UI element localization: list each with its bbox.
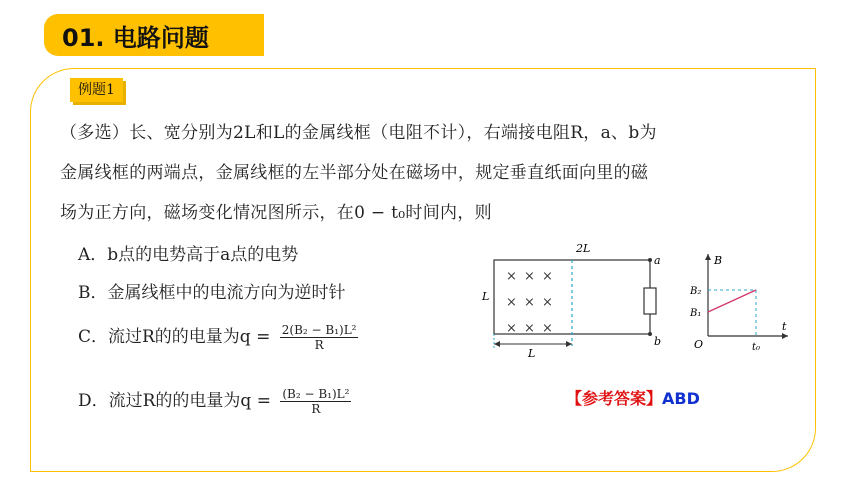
question-line-3: 场为正方向，磁场变化情况图所示，在0 − t₀时间内，则 (60, 203, 492, 223)
option-d-numerator: (B₂ − B₁)L² (282, 387, 350, 401)
circuit-top-label: 2L (576, 242, 591, 255)
option-c-denominator: R (314, 338, 324, 352)
circuit-left-label: L (482, 290, 490, 303)
answer-label: 【参考答案】 (566, 389, 663, 408)
question-line-2: 金属线框的两端点，金属线框的左半部分处在磁场中，规定垂直纸面向里的磁 (60, 163, 649, 183)
option-b: B．金属线框中的电流方向为逆时针 (78, 283, 346, 303)
field-mark: × (506, 295, 517, 310)
field-mark: × (524, 269, 535, 284)
circuit-figure (478, 240, 678, 360)
graph-b1-label: B₁ (690, 308, 702, 319)
option-c-prefix: C．流过R的的电量为q = (78, 327, 271, 347)
field-mark: × (524, 295, 535, 310)
option-c-numerator: 2(B₂ − B₁)L² (281, 323, 357, 337)
field-mark: × (542, 321, 553, 336)
page-title: 01. 电路问题 (62, 24, 209, 52)
point-a-dot (648, 258, 652, 262)
y-axis-arrow (705, 254, 711, 260)
resistor-symbol (644, 288, 656, 314)
b-t-line (708, 290, 756, 312)
point-a-label: a (654, 254, 661, 267)
graph-t0-label: t₀ (752, 342, 761, 353)
x-axis-arrow (782, 333, 788, 339)
magnetic-field-marks (506, 269, 553, 336)
field-mark: × (506, 321, 517, 336)
graph-origin-label: O (694, 338, 704, 351)
circuit-bottom-label: L (528, 347, 536, 360)
field-mark: × (506, 269, 517, 284)
field-mark: × (542, 269, 553, 284)
point-b-label: b (654, 335, 662, 348)
option-d (78, 386, 351, 416)
answer-value: ABD (662, 389, 700, 408)
option-c (78, 322, 358, 352)
field-mark: × (524, 321, 535, 336)
point-b-dot (648, 332, 652, 336)
graph-x-label: t (782, 320, 787, 333)
option-d-prefix: D．流过R的的电量为q = (78, 391, 271, 411)
option-d-fraction (280, 387, 351, 416)
option-d-denominator: R (311, 402, 321, 416)
graph-b2-label: B₂ (690, 286, 702, 297)
option-a: A．b点的电势高于a点的电势 (78, 245, 299, 265)
graph-y-label: B (714, 254, 723, 267)
answer (566, 386, 700, 409)
option-c-fraction (280, 323, 359, 352)
field-mark: × (542, 295, 553, 310)
question-line-1: （多选）长、宽分别为2L和L的金属线框（电阻不计），右端接电阻R，a、b为 (60, 123, 657, 143)
example-tag: 例题1 (70, 78, 123, 102)
b-t-graph (688, 246, 798, 356)
